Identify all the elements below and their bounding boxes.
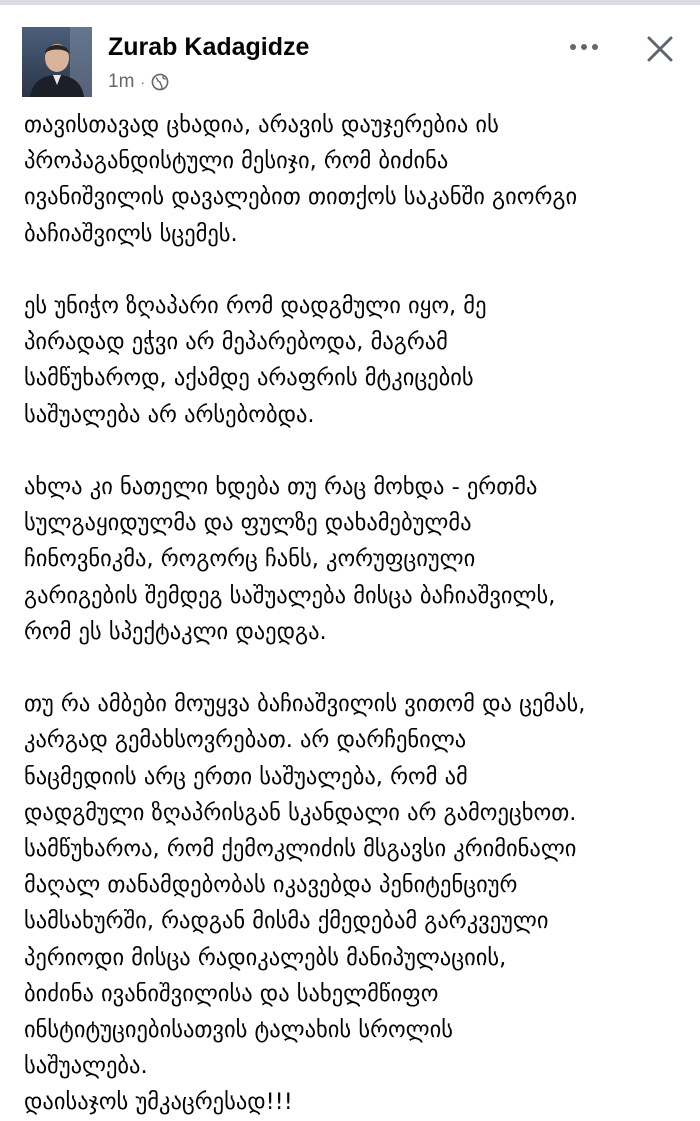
post-paragraph: ეს უნიჭო ზღაპარი რომ დადგმული იყო, მე პირადად ეჭვი არ მეპარებოდა, მაგრამ სამწუხაროდ, აქამდე არაფრის მტკიცების საშუალება არ არსებობდა.: [24, 293, 487, 428]
post-meta: [108, 71, 169, 93]
more-dot: [581, 44, 587, 50]
more-options-icon[interactable]: [562, 29, 606, 65]
avatar[interactable]: [22, 27, 92, 97]
post-paragraph: თავისთავად ცხადია, არავის დაუჯერებია ის პროპაგანდისტული მესიჯი, რომ ბიძინა ივანიშვილის დავალებით თითქოს საკანში გიორგი ბაჩიაშვილს სცემეს.: [24, 112, 578, 247]
timestamp[interactable]: 1m: [108, 71, 135, 92]
close-icon[interactable]: [640, 29, 680, 69]
post-paragraph: ახლა კი ნათელი ხდება თუ რაც მოხდა - ერთმა სულგაყიდულმა და ფულზე დახამებულმა ჩინოვნიკმა, როგორც ჩანს, კორუფციული გარიგების შემდეგ საშუალება მისცა ბაჩიაშვილს, რომ ეს სპექტაკლი დაედგა.: [24, 474, 556, 645]
more-dot: [570, 44, 576, 50]
meta-separator: ·: [140, 74, 146, 90]
globe-icon[interactable]: [151, 73, 169, 91]
post-header: [0, 5, 700, 100]
author-name[interactable]: Zurab Kadagidze: [108, 33, 310, 61]
more-dot: [592, 44, 598, 50]
post-text: [24, 107, 694, 1121]
post-paragraph: თუ რა ამბები მოუყვა ბაჩიაშვილის ვითომ და ცემას, კარგად გემახსოვრებათ. არ დარჩენილა ნაცმედიის არც ერთი საშუალება, რომ ამ დადგმული ზღაპრისგან სკანდალი არ გამოეცხოთ. სამწუხაროა, რომ ქემოკლიძის მსგავსი კრიმინალი მაღალ თანამდებობას იკავებდა პენიტენციურ სამსახურში, რადგან მისმა ქმედებამ გარკვეული პერიოდი მისცა რადიკალებს მანიპულაციის, ბიძინა ივანიშვილისა და სახელმწიფო ინსტიტუციებისათვის ტალახის სროლის საშუალება. დაისაჯოს უმკაცრესად!!!: [24, 691, 586, 1116]
